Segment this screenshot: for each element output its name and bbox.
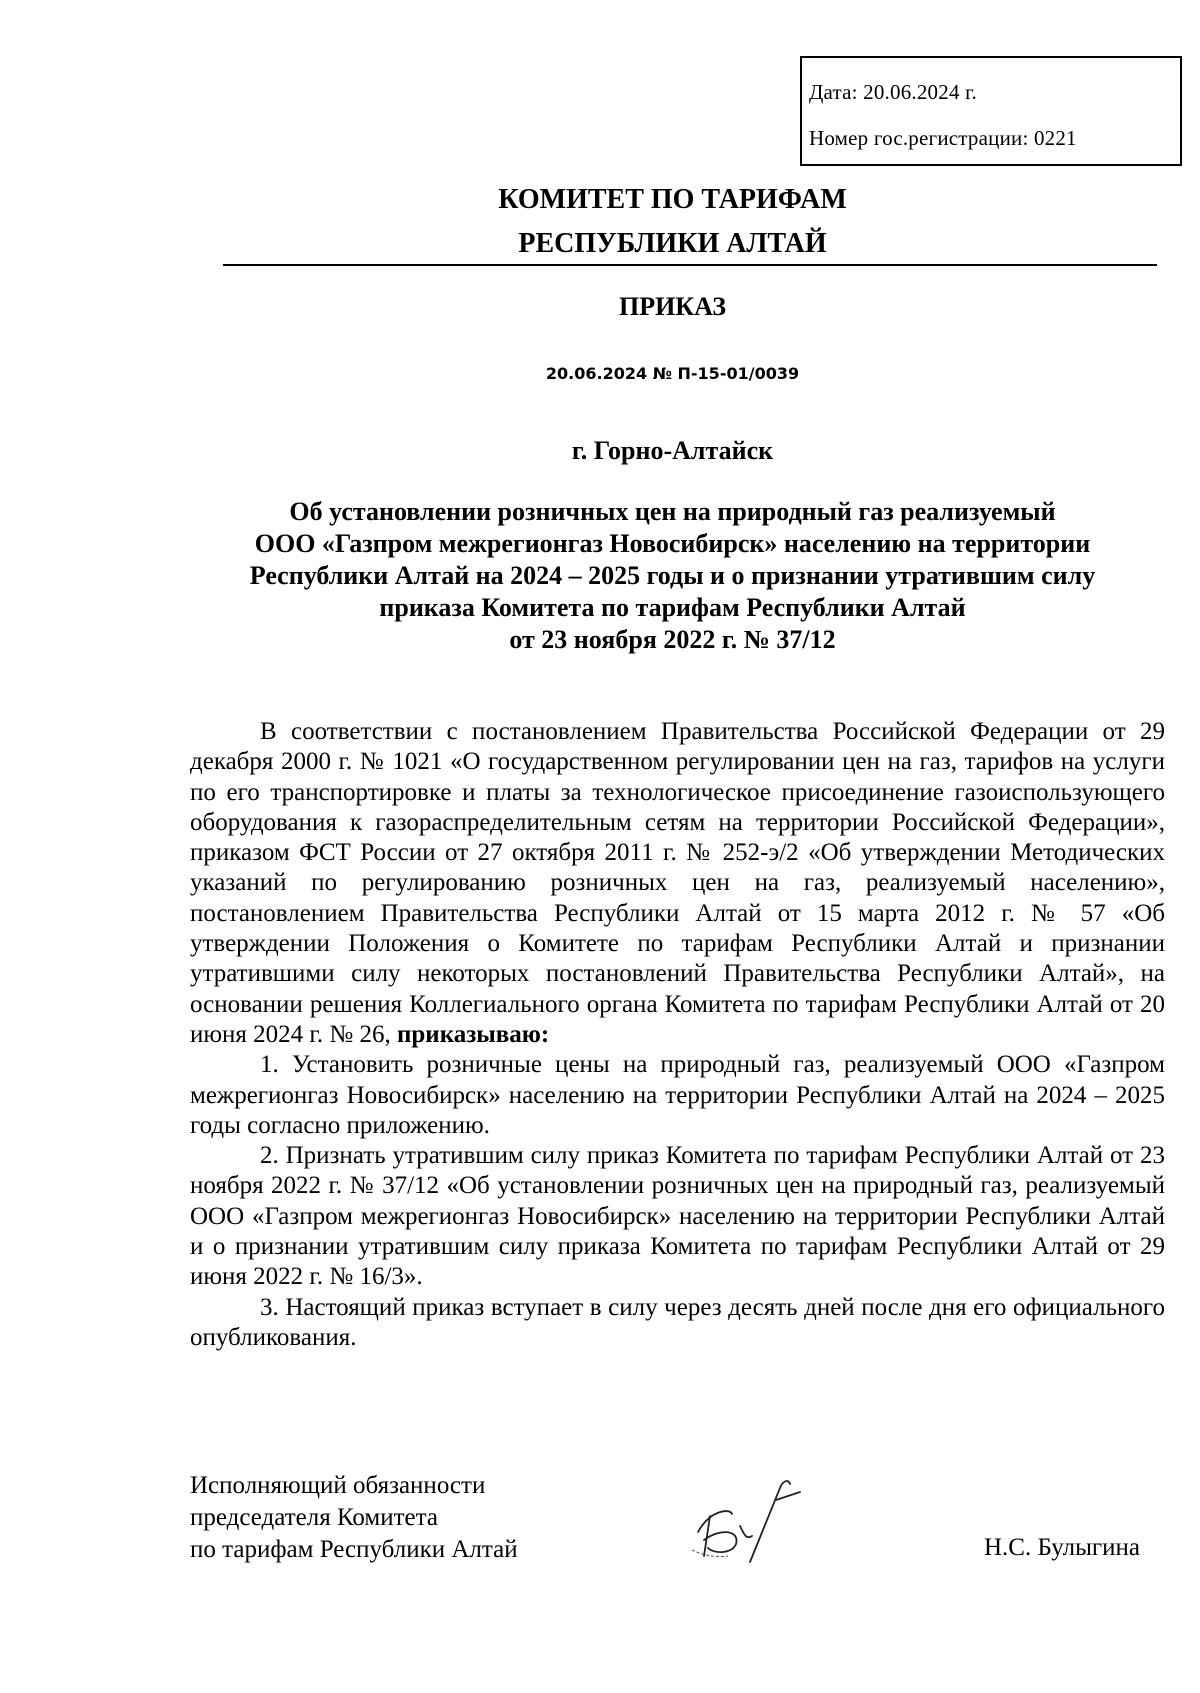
signatory-position — [190, 1470, 518, 1566]
registration-stamp-box — [800, 56, 1182, 166]
header-divider — [223, 264, 1157, 266]
title-line: от 23 ноября 2022 г. № 37/12 — [509, 625, 836, 654]
position-line: по тарифам Республики Алтай — [190, 1536, 518, 1563]
title-line: Республики Алтай на 2024 – 2025 годы и о признании утратившим силу — [249, 561, 1096, 590]
document-type: ПРИКАЗ — [618, 292, 727, 321]
signatory-name: Н.С. Булыгина — [984, 1534, 1140, 1561]
preamble-paragraph — [190, 717, 1165, 1050]
order-item-3: 3. Настоящий приказ вступает в силу через десять дней после дня его официального опубликования. — [190, 1293, 1165, 1351]
document-city: г. Горно-Алтайск — [571, 436, 774, 465]
title-line: приказа Комитета по тарифам Республики Алтай — [379, 593, 966, 622]
registration-number: Номер гос.регистрации: 0221 — [809, 126, 1077, 150]
document-number: 20.06.2024 № П-15-01/0039 — [545, 364, 800, 383]
org-name-line-2: РЕСПУБЛИКИ АЛТАЙ — [518, 228, 827, 259]
title-line: Об установлении розничных цен на природный газ реализуемый — [289, 497, 1056, 526]
order-item-2: 2. Признать утратившим силу приказ Комитета по тарифам Республики Алтай от 23 ноября 2022 г. № 37/12 «Об установлении розничных цен на природный газ, реализуемый ООО «Газпром межрегионгаз Новосибирск» населению на территории Республики Алтай и о признании утратившим силу приказа Комитета по тарифам Республики Алтай от 29 июня 2022 г. № 16/3». — [190, 1142, 1165, 1291]
title-line: ООО «Газпром межрегионгаз Новосибирск» населению на территории — [254, 529, 1091, 558]
preamble-text: В соответствии с постановлением Правительства Российской Федерации от 29 декабря 2000 г. № 1021 «О государственном регулировании цен на газ, тарифов на услуги по его транспортировке и платы за технологическое присоединение газоиспользующего оборудования к газораспределительным сетям на территории Российской Федерации», приказом ФСТ России от 27 октября 2011 г. № 252-э/2 «Об утверждении Методических указаний по регулированию розничных цен на газ, реализуемый населению», постановлением Правительства Республики Алтай от 15 марта 2012 г. № 57 «Об утверждении Положения о Комитете по тарифам Республики Алтай и признании утратившими силу некоторых постановлений Правительства Республики Алтай», на основании решения Коллегиального органа Комитета по тарифам Республики Алтай от 20 июня 2024 г. № 26, — [190, 718, 1165, 1048]
position-line: Исполняющий обязанности — [190, 1472, 486, 1499]
document-title — [190, 496, 1155, 656]
org-name-line-1: КОМИТЕТ ПО ТАРИФАМ — [498, 184, 847, 215]
handwritten-signature — [680, 1470, 820, 1570]
registration-date: Дата: 20.06.2024 г. — [809, 80, 977, 104]
order-item-1: 1. Установить розничные цены на природный газ, реализуемый ООО «Газпром межрегионгаз Новосибирск» населению на территории Республики Алтай на 2024 – 2025 годы согласно приложению. — [190, 1051, 1165, 1139]
order-word: приказываю: — [396, 1020, 550, 1048]
document-body — [190, 717, 1165, 1353]
position-line: председателя Комитета — [190, 1504, 438, 1531]
